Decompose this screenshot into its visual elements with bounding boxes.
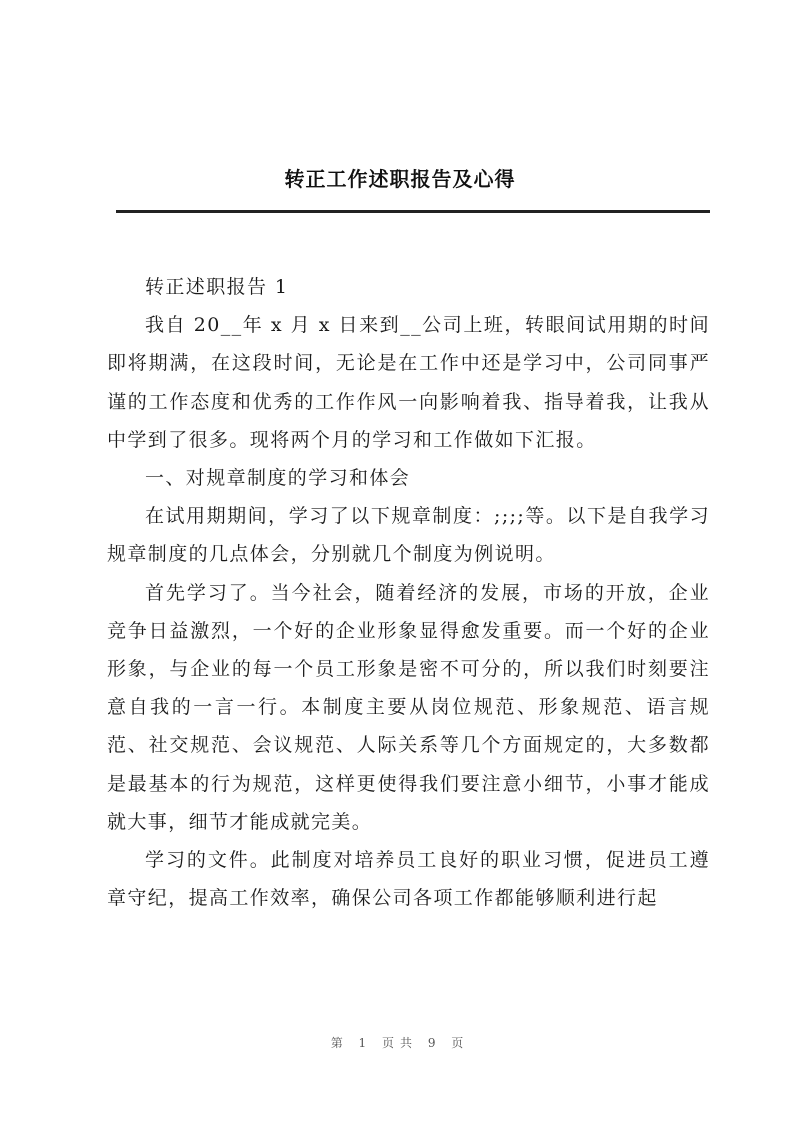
subheading: 一、对规章制度的学习和体会 [145, 467, 411, 490]
page-footer: 第 1 页共 9 页 [330, 1036, 470, 1050]
document-title: 转正工作述职报告及心得 [284, 167, 516, 191]
paragraph: 学习的文件。此制度对培养员工良好的职业习惯，促进员工遵章守纪，提高工作效率，确保公司各项工作都能够顺利进行起 [107, 849, 710, 910]
paragraph: 首先学习了。当今社会，随着经济的发展，市场的开放，企业竞争日益激烈，一个好的企业形象显得愈发重要。而一个好的企业形象，与企业的每一个员工形象是密不可分的，所以我们时刻要注意自我的一言一行。本制度主要从岗位规范、形象规范、语言规范、社交规范、会议规范、人际关系等几个方面规定的，大多数都是最基本的行为规范，这样更使得我们要注意小细节，小事才能成就大事，细节才能成就完美。 [107, 581, 710, 833]
paragraph: 在试用期期间，学习了以下规章制度：;;;;等。以下是自我学习规章制度的几点体会，分别就几个制度为例说明。 [107, 505, 710, 566]
title-divider [116, 210, 710, 213]
section-heading: 转正述职报告 1 [145, 276, 289, 298]
document-body [107, 268, 710, 917]
paragraph: 我自 20__年 x 月 x 日来到__公司上班，转眼间试用期的时间即将期满，在这段时间，无论是在工作中还是学习中，公司同事严谨的工作态度和优秀的工作作风一向影响着我、指导着我，让我从中学到了很多。现将两个月的学习和工作做如下汇报。 [107, 314, 710, 451]
